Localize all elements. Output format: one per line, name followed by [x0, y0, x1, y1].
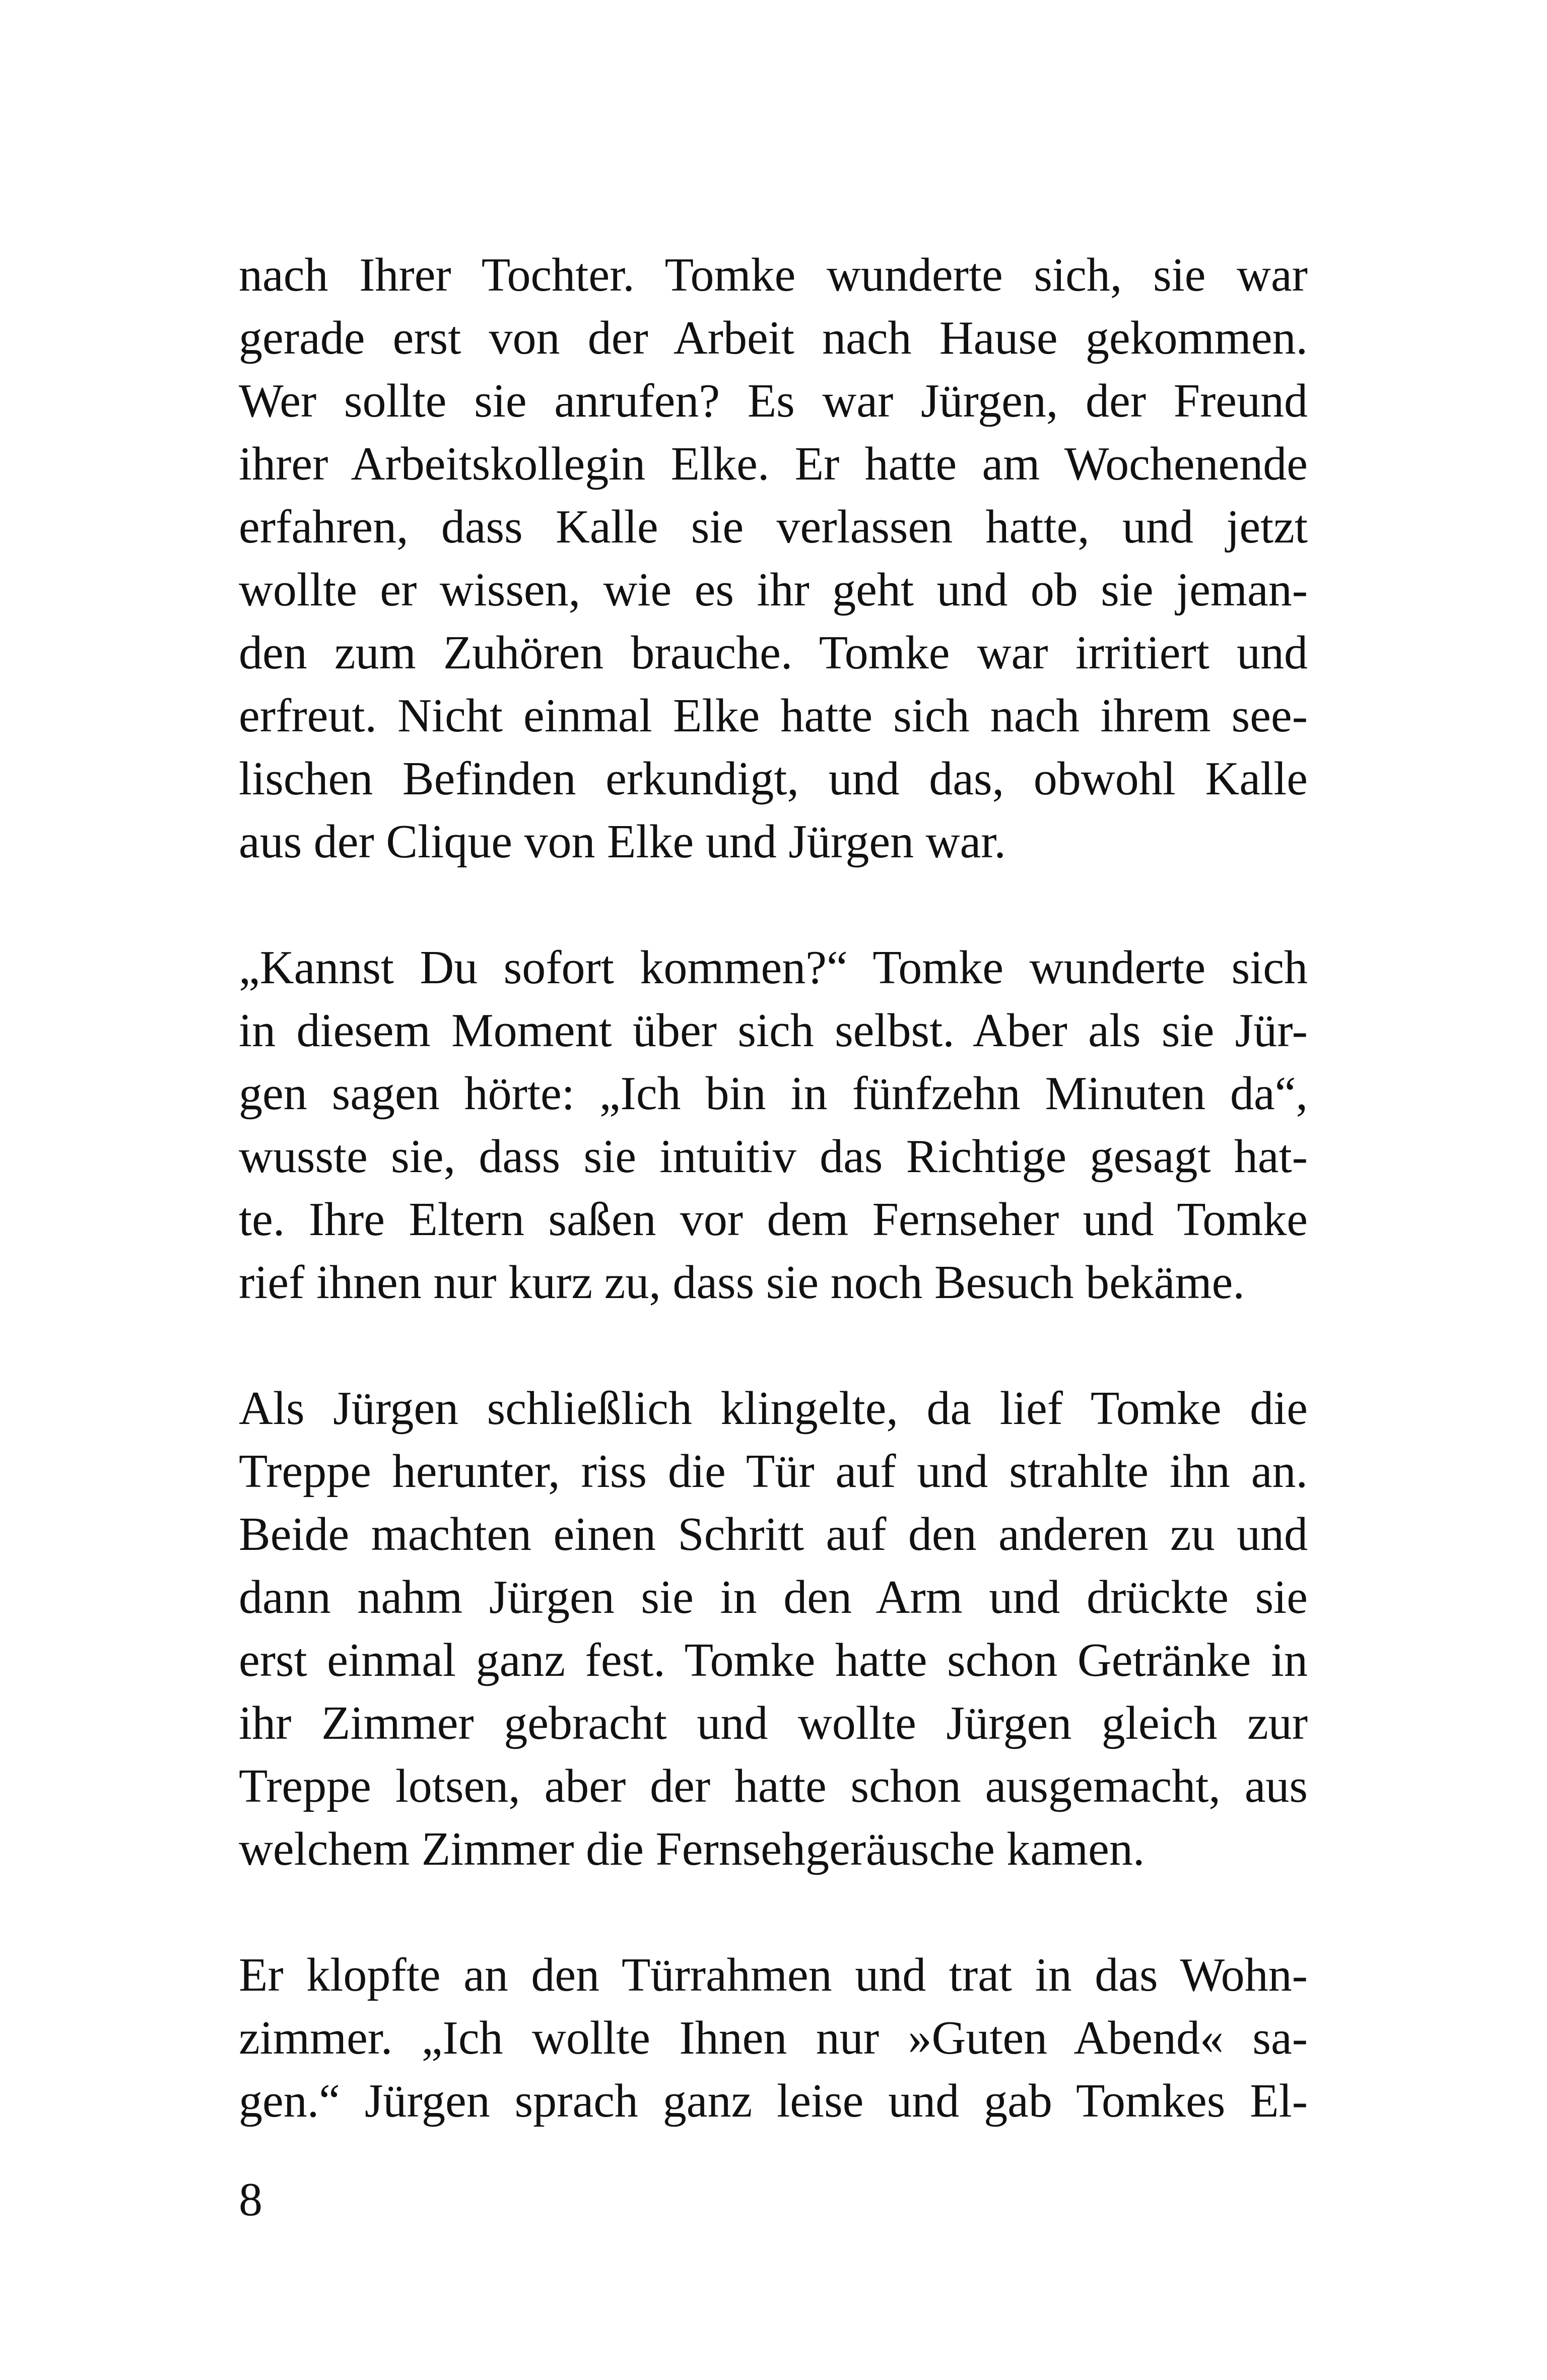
text-line: wollte er wissen, wie es ihr geht und ob sie jeman-	[239, 564, 1308, 616]
text-line: erst einmal ganz fest. Tomke hatte schon Getränke in	[239, 1634, 1308, 1686]
text-line: erfahren, dass Kalle sie verlassen hatte, und jetzt	[239, 501, 1308, 553]
text-line: „Kannst Du sofort kommen?“ Tomke wunderte sich	[239, 941, 1308, 994]
text-line: Treppe lotsen, aber der hatte schon ausgemacht, aus	[239, 1760, 1308, 1812]
text-line: nach Ihrer Tochter. Tomke wunderte sich, sie war	[239, 249, 1308, 301]
text-line: te. Ihre Eltern saßen vor dem Fernseher und Tomke	[239, 1193, 1308, 1246]
text-line: gen sagen hörte: „Ich bin in fünfzehn Minuten da“,	[239, 1067, 1308, 1120]
text-line: ihrer Arbeitskollegin Elke. Er hatte am Wochenende	[239, 438, 1308, 490]
text-line: gen.“ Jürgen sprach ganz leise und gab Tomkes El-	[239, 2075, 1308, 2127]
text-line: den zum Zuhören brauche. Tomke war irritiert und	[239, 627, 1308, 679]
text-line: Treppe herunter, riss die Tür auf und strahlte ihn an.	[239, 1445, 1308, 1498]
paragraph-3	[239, 1377, 1308, 1881]
text-line: zimmer. „Ich wollte Ihnen nur »Guten Abend« sa-	[239, 2012, 1308, 2064]
paragraph-2	[239, 936, 1308, 1314]
text-line: erfreut. Nicht einmal Elke hatte sich nach ihrem see-	[239, 690, 1308, 742]
text-line: Wer sollte sie anrufen? Es war Jürgen, der Freund	[239, 375, 1308, 427]
text-line: Als Jürgen schließlich klingelte, da lief Tomke die	[239, 1382, 1308, 1435]
text-line: aus der Clique von Elke und Jürgen war.	[239, 815, 1006, 868]
text-line: Beide machten einen Schritt auf den anderen zu und	[239, 1508, 1308, 1560]
text-line: in diesem Moment über sich selbst. Aber als sie Jür-	[239, 1004, 1308, 1057]
paragraph-1	[239, 244, 1308, 873]
text-line: ihr Zimmer gebracht und wollte Jürgen gleich zur	[239, 1697, 1308, 1749]
text-line: Er klopfte an den Türrahmen und trat in das Wohn-	[239, 1949, 1308, 2001]
paragraph-4	[239, 1944, 1308, 2133]
text-line: wusste sie, dass sie intuitiv das Richtige gesagt hat-	[239, 1130, 1308, 1183]
text-line: lischen Befinden erkundigt, und das, obwohl Kalle	[239, 753, 1308, 805]
text-line: gerade erst von der Arbeit nach Hause gekommen.	[239, 312, 1308, 364]
page-number: 8	[239, 2173, 262, 2226]
text-line: dann nahm Jürgen sie in den Arm und drückte sie	[239, 1571, 1308, 1623]
text-line: rief ihnen nur kurz zu, dass sie noch Besuch bekäme.	[239, 1256, 1245, 1309]
text-line: welchem Zimmer die Fernsehgeräusche kamen.	[239, 1823, 1145, 1875]
